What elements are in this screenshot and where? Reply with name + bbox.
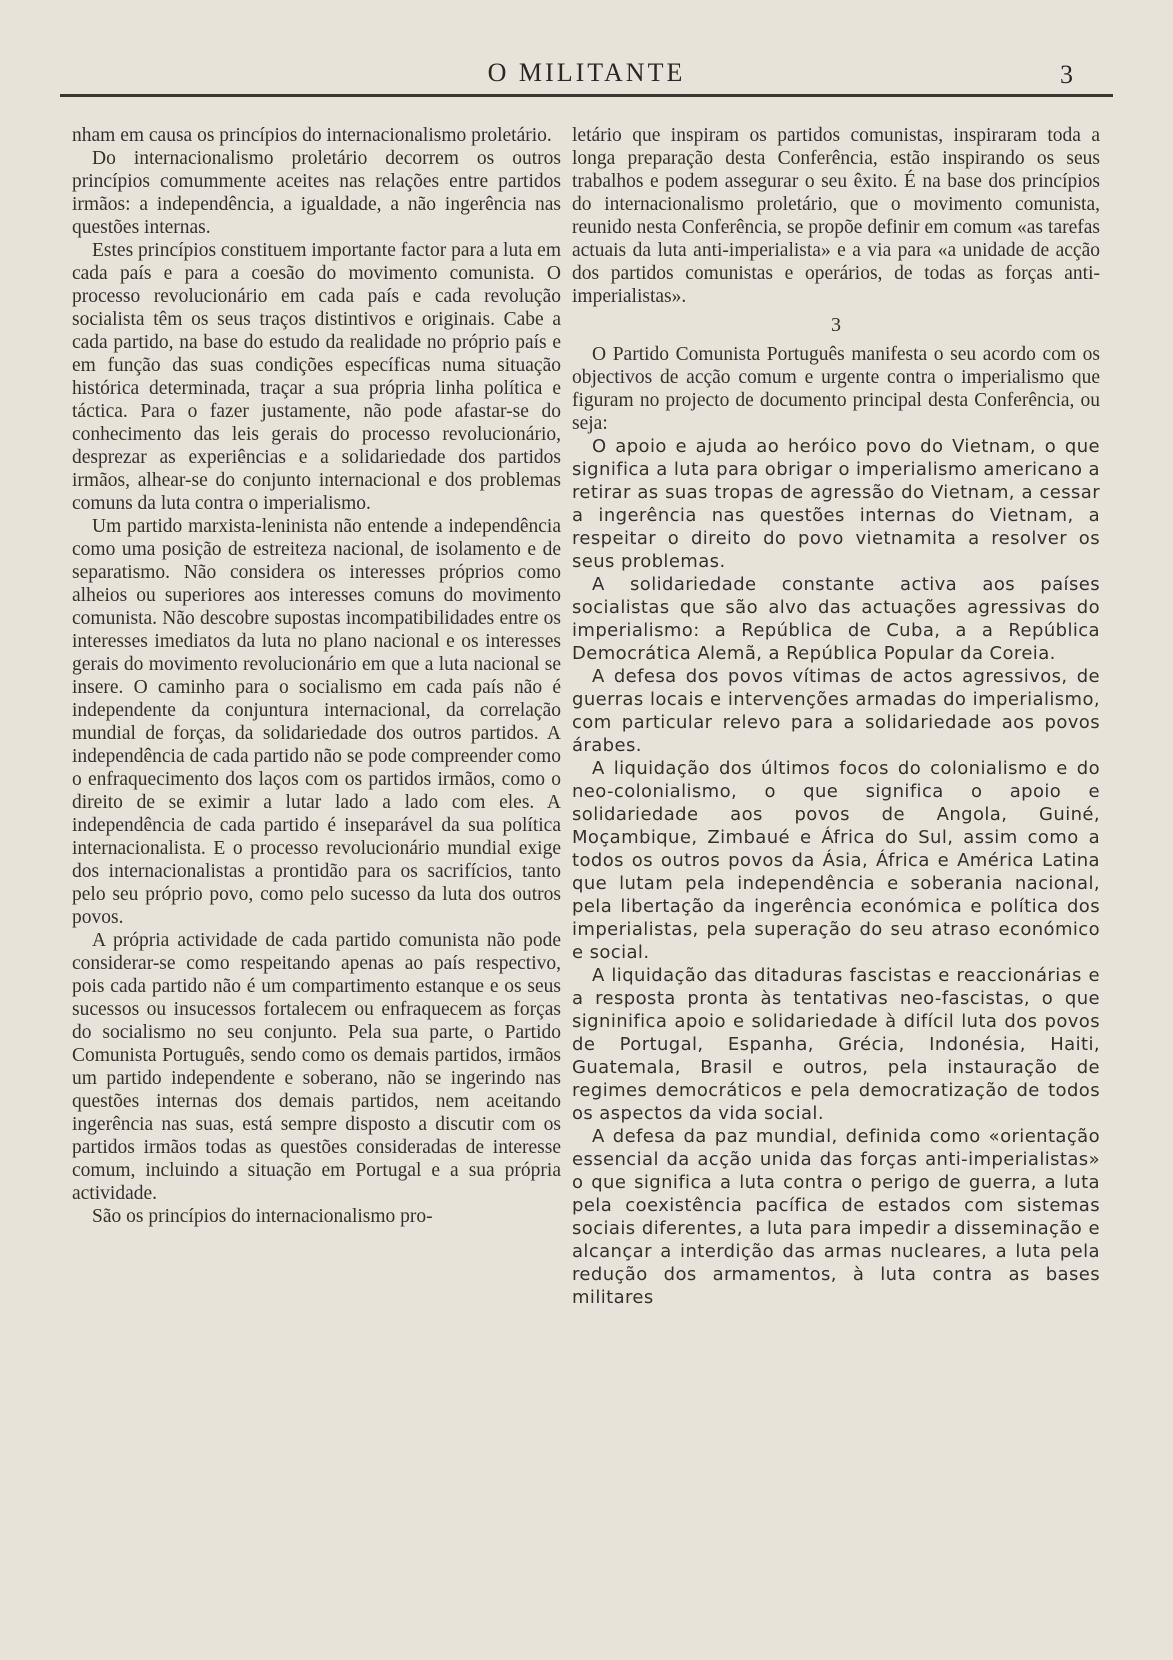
paragraph: letário que inspiram os partidos comunistas, inspiraram toda a longa preparação desta Conferência, estão inspirando os seus trabalhos e podem assegurar o seu êxito. É na base dos princípios do internacionalismo proletário, que o movimento comunista, reunido nesta Conferência, se propõe definir em comum «as tarefas actuais da luta anti-imperialista» e a via para «a unidade de acção dos partidos comunistas e operários, de todas as forças anti-imperialistas».: [572, 125, 1100, 307]
page-header-title: O MILITANTE: [487, 58, 686, 87]
paragraph: A liquidação das ditaduras fascistas e reaccionárias e a resposta pronta às tentativas neo-fascistas, o que signinifica apoio e solidariedade à difícil luta dos povos de Portugal, Espanha, Grécia, Indonésia, Haiti, Guatemala, Brasil e outros, pela instauração de regimes democráticos e pela democratização de todos os aspectos da vida social.: [572, 965, 1100, 1124]
paragraph: A própria actividade de cada partido comunista não pode considerar-se como respeitando apenas ao país respectivo, pois cada partido não é um compartimento estanque e os seus sucessos ou insucessos fortalecem ou enfraquecem as forças do socialismo no seu conjunto. Pela sua parte, o Partido Comunista Português, sendo como os demais partidos, irmãos um partido independente e soberano, não se ingerindo nas questões internas dos demais partidos, nem aceitando ingerência nas suas, está sempre disposto a discutir com os partidos irmãos todas as questões consideradas de interesse comum, incluindo a situação em Portugal e a sua própria actividade.: [72, 930, 561, 1204]
paragraph: nham em causa os princípios do internacionalismo proletário.: [72, 125, 552, 146]
left-column: [72, 124, 561, 1228]
page-number: 3: [1060, 60, 1073, 89]
header-rule: [60, 94, 1113, 97]
paragraph: O Partido Comunista Português manifesta o seu acordo com os objectivos de acção comum e urgente contra o imperialismo que figuram no projecto de documento principal desta Conferência, ou seja:: [572, 344, 1100, 434]
paragraph: Estes princípios constituem importante factor para a luta em cada país e para a coesão do movimento comunista. O processo revolucionário em cada país e cada revolução socialista têm os seus traços distintivos e originais. Cabe a cada partido, na base do estudo da realidade no próprio país e em função das suas condições específicas numa situação histórica determinada, traçar a sua própria linha política e táctica. Para o fazer justamente, não pode afastar-se do conhecimento das leis gerais do processo revolucionário, desprezar as experiências e a solidariedade dos partidos irmãos, alhear-se do conjunto internacional e dos problemas comuns da luta contra o imperialismo.: [72, 240, 561, 514]
paragraph: São os princípios do internacionalismo pro-: [92, 1206, 433, 1227]
paragraph: A solidariedade constante activa aos países socialistas que são alvo das actuações agressivas do imperialismo: a República de Cuba, a a República Democrática Alemã, a República Popular da Coreia.: [572, 574, 1100, 664]
paragraph: Do internacionalismo proletário decorrem os outros princípios comummente aceites nas relações entre partidos irmãos: a independência, a igualdade, a não ingerência nas questões internas.: [72, 148, 561, 238]
paragraph: O apoio e ajuda ao heróico povo do Vietnam, o que significa a luta para obrigar o imperialismo americano a retirar as suas tropas de agressão do Vietnam, a cessar a ingerência nas questões internas do Vietnam, a respeitar o direito do povo vietnamita a resolver os seus problemas.: [572, 436, 1100, 572]
paragraph: A liquidação dos últimos focos do colonialismo e do neo-colonialismo, o que significa o apoio e solidariedade aos povos de Angola, Guiné, Moçambique, Zimbaué e África do Sul, assim como a todos os outros povos da Ásia, África e América Latina que lutam pela independência e soberania nacional, pela libertação da ingerência económica e política dos imperialistas, pela superação do seu atraso económico e social.: [572, 758, 1100, 963]
paragraph: Um partido marxista-leninista não entende a independência como uma posição de estreiteza nacional, de isolamento e de separatismo. Não considera os interesses próprios como alheios ou superiores aos interesses comuns do movimento comunista. Não descobre supostas incompatibilidades entre os interesses imediatos da luta no plano nacional e os interesses gerais do movimento revolucionário em que a luta nacional se insere. O caminho para o socialismo em cada país não é independente da conjuntura internacional, da correlação mundial de forças, da solidariedade dos outros partidos. A independência de cada partido não se pode compreender como o enfraquecimento dos laços com os partidos irmãos, como o direito de se eximir a lutar lado a lado com eles. A independência de cada partido é inseparável da sua política internacionalista. E o processo revolucionário mundial exige dos internacionalistas a prontidão para os sacrifícios, tanto pelo seu próprio povo, como pelo sucesso da luta dos outros povos.: [72, 516, 561, 928]
paragraph: A defesa dos povos vítimas de actos agressivos, de guerras locais e intervenções armadas do imperialismo, com particular relevo para a solidariedade aos povos árabes.: [572, 666, 1100, 756]
section-number: 3: [831, 314, 841, 336]
paragraph: A defesa da paz mundial, definida como «orientação essencial da acção unida das forças anti-imperialistas» o que significa a luta contra o perigo de guerra, a luta pela coexistência pacífica de estados com sistemas sociais diferentes, a luta para impedir a disseminação e alcançar a interdição das armas nucleares, a luta pela redução dos armamentos, à luta contra as bases militares: [572, 1126, 1100, 1308]
right-column: [572, 124, 1100, 1309]
